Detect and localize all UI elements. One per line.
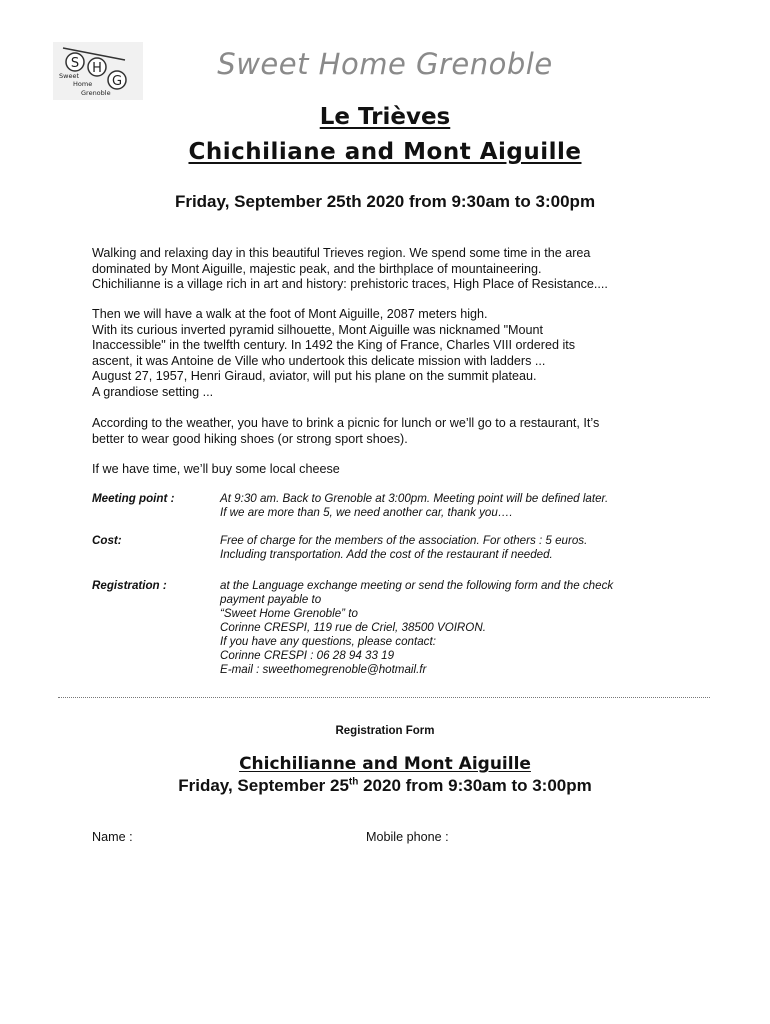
text-line: If we are more than 5, we need another car, thank you….	[220, 506, 513, 519]
text-line: Corinne CRESPI : 06 28 94 33 19	[220, 649, 395, 662]
logo-letters-h: H	[92, 61, 102, 76]
text-line: If we have time, we’ll buy some local cheese	[92, 462, 340, 476]
text-line: payment payable to	[220, 593, 322, 606]
registration-form-label: Registration Form	[335, 725, 435, 737]
text-line: August 27, 1957, Henri Giraud, aviator, will put his plane on the summit plateau.	[92, 369, 537, 383]
form-date-prefix: Friday, September 25	[178, 776, 349, 795]
paragraph-mont-aiguille	[92, 307, 692, 400]
form-date-suffix: 2020 from 9:30am to 3:00pm	[358, 776, 592, 795]
text-line: According to the weather, you have to brink a picnic for lunch or we’ll go to a restaurant, It’s	[92, 416, 600, 430]
text-line: Chichilianne is a village rich in art and history: prehistoric traces, High Place of Resistance....	[92, 277, 608, 291]
text-line: Free of charge for the members of the association. For others : 5 euros.	[220, 534, 588, 547]
registration-label: Registration :	[92, 579, 167, 592]
text-line: at the Language exchange meeting or send the following form and the check	[220, 579, 614, 592]
cut-line-divider	[58, 697, 710, 698]
text-line: Then we will have a walk at the foot of Mont Aiguille, 2087 meters high.	[92, 307, 488, 321]
text-line: With its curious inverted pyramid silhouette, Mont Aiguille was nicknamed "Mount	[92, 322, 544, 337]
main-title-line2: Chichiliane and Mont Aiguille	[188, 139, 582, 165]
text-line: ascent, it was Antoine de Ville who undertook this delicate mission with ladders ...	[92, 353, 546, 368]
form-date	[0, 776, 770, 796]
mobile-phone-field-label: Mobile phone :	[366, 830, 449, 844]
logo-line2: Home	[73, 80, 93, 88]
text-line: Corinne CRESPI, 119 rue de Criel, 38500 VOIRON.	[220, 621, 486, 634]
email-link[interactable]: E-mail : sweethomegrenoble@hotmail.fr	[220, 663, 427, 676]
text-line: “Sweet Home Grenoble” to	[220, 607, 358, 620]
meeting-point-label: Meeting point :	[92, 492, 175, 505]
text-line: Walking and relaxing day in this beautiful Trieves region. We spend some time in the area	[92, 246, 591, 260]
logo-letters-s: S	[70, 56, 80, 71]
meeting-point-value	[220, 492, 680, 520]
logo-letters-g: G	[111, 74, 123, 89]
logo-line3: Grenoble	[81, 89, 111, 97]
text-line: dominated by Mont Aiguille, majestic peak, and the birthplace of mountaineering.	[92, 261, 542, 276]
text-line: A grandiose setting ...	[92, 384, 214, 399]
paragraph-intro	[92, 246, 692, 293]
paragraph-weather	[92, 416, 692, 447]
form-title: Chichilianne and Mont Aiguille	[239, 754, 531, 774]
logo-line1: Sweet	[59, 72, 79, 80]
main-title-line1: Le Trièves	[319, 104, 451, 130]
cost-label: Cost:	[92, 534, 122, 547]
text-line: At 9:30 am. Back to Grenoble at 3:00pm. Meeting point will be defined later.	[220, 492, 609, 505]
text-line: Including transportation. Add the cost of the restaurant if needed.	[220, 548, 553, 561]
cost-value	[220, 534, 680, 562]
name-field-label: Name :	[92, 830, 133, 844]
text-line: Inaccessible" in the twelfth century. In 1492 the King of France, Charles VIII ordered its	[92, 338, 576, 352]
registration-value	[220, 579, 680, 677]
form-date-sup: th	[348, 776, 359, 788]
event-date: Friday, September 25th 2020 from 9:30am to 3:00pm	[174, 192, 596, 211]
paragraph-cheese	[92, 462, 692, 478]
text-line: If you have any questions, please contact:	[220, 635, 436, 648]
text-line: better to wear good hiking shoes (or strong sport shoes).	[92, 431, 408, 446]
brand-title: Sweet Home Grenoble	[217, 47, 553, 81]
